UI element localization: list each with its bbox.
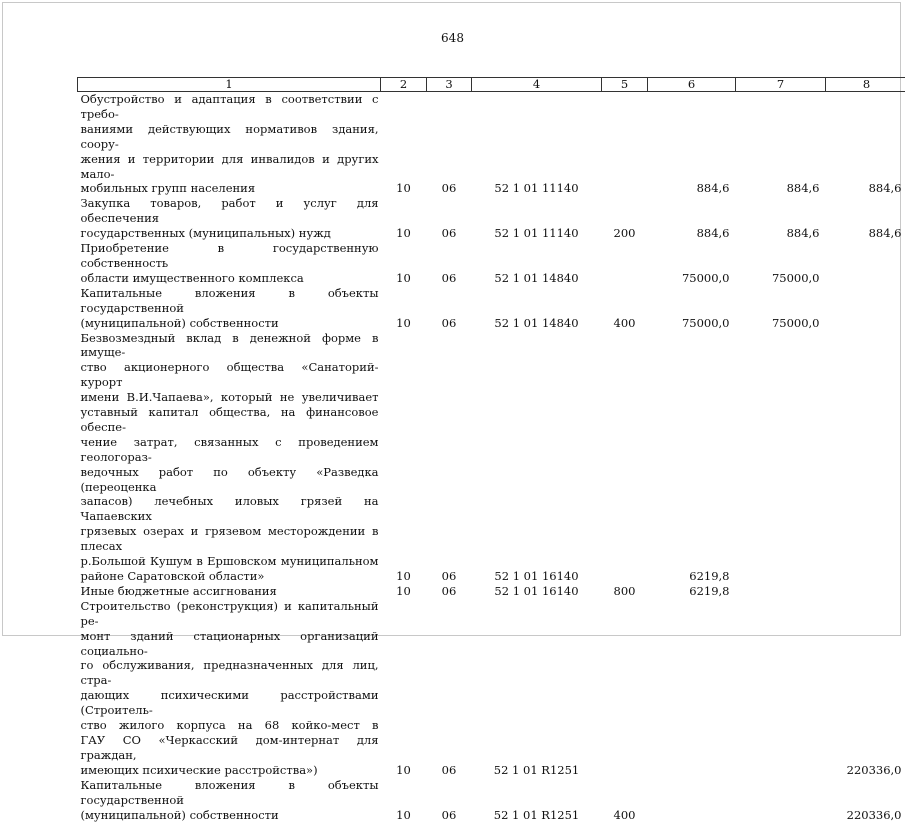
description-line: ведочных работ по объекту «Разведка (переоценка (81, 465, 379, 495)
description-line: имени В.И.Чапаева», который не увеличивает (81, 390, 379, 405)
page-number: 648 (0, 31, 905, 45)
description-line: жения и территории для инвалидов и других мало- (81, 152, 379, 182)
description-line: Закупка товаров, работ и услуг для обеспечения (81, 196, 379, 226)
table-row (78, 286, 905, 331)
description-line: монт зданий стационарных организаций социально- (81, 629, 379, 659)
amount-col-8 (826, 331, 905, 584)
row-description (78, 241, 381, 286)
description-line: чение затрат, связанных с проведением геологораз- (81, 435, 379, 465)
table-body (78, 92, 905, 822)
header-cell: 2 (381, 78, 427, 92)
row-description (78, 331, 381, 584)
header-row (78, 78, 905, 92)
section-code: 10 (381, 331, 427, 584)
expense-type-code: 800 (602, 584, 648, 599)
section-code: 10 (381, 241, 427, 286)
header-cell: 5 (602, 78, 648, 92)
description-line: государственных (муниципальных) нужд (81, 226, 379, 241)
amount-col-7: 75000,0 (736, 286, 826, 331)
description-line: области имущественного комплекса (81, 271, 379, 286)
description-line: мобильных групп населения (81, 181, 379, 196)
description-line: Приобретение в государственную собственность (81, 241, 379, 271)
amount-col-6: 6219,8 (648, 331, 736, 584)
row-description (78, 92, 381, 197)
amount-col-8: 884,6 (826, 92, 905, 197)
description-line: Капитальные вложения в объекты государственной (81, 778, 379, 808)
description-line: ваниями действующих нормативов здания, соору- (81, 122, 379, 152)
table-row (78, 196, 905, 241)
header-cell: 1 (78, 78, 381, 92)
description-line: Иные бюджетные ассигнования (81, 584, 379, 599)
expense-type-code (602, 331, 648, 584)
row-description (78, 196, 381, 241)
subsection-code: 06 (427, 286, 472, 331)
description-line: ГАУ СО «Черкасский дом-интернат для граждан, (81, 733, 379, 763)
amount-col-6 (648, 599, 736, 778)
amount-col-6: 75000,0 (648, 241, 736, 286)
description-line: р.Большой Кушум в Ершовском муниципальном (81, 554, 379, 569)
expense-type-code: 400 (602, 778, 648, 822)
expense-type-code: 400 (602, 286, 648, 331)
target-article-code: 52 1 01 14840 (472, 286, 602, 331)
amount-col-7 (736, 584, 826, 599)
description-line: Обустройство и адаптация в соответствии с требо- (81, 92, 379, 122)
expense-type-code (602, 599, 648, 778)
description-line: ство акционерного общества «Санаторий-курорт (81, 360, 379, 390)
amount-col-7 (736, 599, 826, 778)
subsection-code: 06 (427, 241, 472, 286)
amount-col-8: 220336,0 (826, 599, 905, 778)
amount-col-7 (736, 331, 826, 584)
header-cell: 3 (427, 78, 472, 92)
description-line: ство жилого корпуса на 68 койко-мест в (81, 718, 379, 733)
amount-col-8 (826, 241, 905, 286)
target-article-code: 52 1 01 16140 (472, 331, 602, 584)
amount-col-7 (736, 778, 826, 822)
section-code: 10 (381, 599, 427, 778)
subsection-code: 06 (427, 92, 472, 197)
target-article-code: 52 1 01 16140 (472, 584, 602, 599)
section-code: 10 (381, 286, 427, 331)
description-line: (муниципальной) собственности (81, 808, 379, 822)
amount-col-6: 75000,0 (648, 286, 736, 331)
amount-col-8: 884,6 (826, 196, 905, 241)
subsection-code: 06 (427, 584, 472, 599)
description-line: грязевых озерах и грязевом месторождении в плесах (81, 524, 379, 554)
table-row (78, 778, 905, 822)
description-line: (муниципальной) собственности (81, 316, 379, 331)
section-code: 10 (381, 584, 427, 599)
description-line: районе Саратовской области» (81, 569, 379, 584)
row-description (78, 286, 381, 331)
table-row (78, 584, 905, 599)
section-code: 10 (381, 778, 427, 822)
header-cell: 7 (736, 78, 826, 92)
description-line: Строительство (реконструкция) и капитальный ре- (81, 599, 379, 629)
amount-col-8 (826, 286, 905, 331)
row-description (78, 584, 381, 599)
description-line: Капитальные вложения в объекты государственной (81, 286, 379, 316)
target-article-code: 52 1 01 11140 (472, 92, 602, 197)
row-description (78, 778, 381, 822)
subsection-code: 06 (427, 599, 472, 778)
description-line: уставный капитал общества, на финансовое обеспе- (81, 405, 379, 435)
section-code: 10 (381, 196, 427, 241)
expense-type-code (602, 241, 648, 286)
header-cell: 8 (826, 78, 905, 92)
subsection-code: 06 (427, 778, 472, 822)
target-article-code: 52 1 01 11140 (472, 196, 602, 241)
row-description (78, 599, 381, 778)
amount-col-6: 6219,8 (648, 584, 736, 599)
amount-col-7: 884,6 (736, 92, 826, 197)
table-row (78, 599, 905, 778)
table-row (78, 92, 905, 197)
description-line: имеющих психические расстройства») (81, 763, 379, 778)
amount-col-8 (826, 584, 905, 599)
section-code: 10 (381, 92, 427, 197)
header-cell: 6 (648, 78, 736, 92)
amount-col-6 (648, 778, 736, 822)
table-row (78, 241, 905, 286)
description-line: Безвозмездный вклад в денежной форме в имуще- (81, 331, 379, 361)
amount-col-6: 884,6 (648, 196, 736, 241)
subsection-code: 06 (427, 196, 472, 241)
budget-table (77, 77, 905, 822)
amount-col-8: 220336,0 (826, 778, 905, 822)
expense-type-code (602, 92, 648, 197)
description-line: дающих психическими расстройствами (Строитель- (81, 688, 379, 718)
target-article-code: 52 1 01 R1251 (472, 599, 602, 778)
table-row (78, 331, 905, 584)
description-line: го обслуживания, предназначенных для лиц, стра- (81, 658, 379, 688)
amount-col-6: 884,6 (648, 92, 736, 197)
subsection-code: 06 (427, 331, 472, 584)
description-line: запасов) лечебных иловых грязей на Чапаевских (81, 494, 379, 524)
header-cell: 4 (472, 78, 602, 92)
target-article-code: 52 1 01 R1251 (472, 778, 602, 822)
amount-col-7: 884,6 (736, 196, 826, 241)
expense-type-code: 200 (602, 196, 648, 241)
target-article-code: 52 1 01 14840 (472, 241, 602, 286)
amount-col-7: 75000,0 (736, 241, 826, 286)
